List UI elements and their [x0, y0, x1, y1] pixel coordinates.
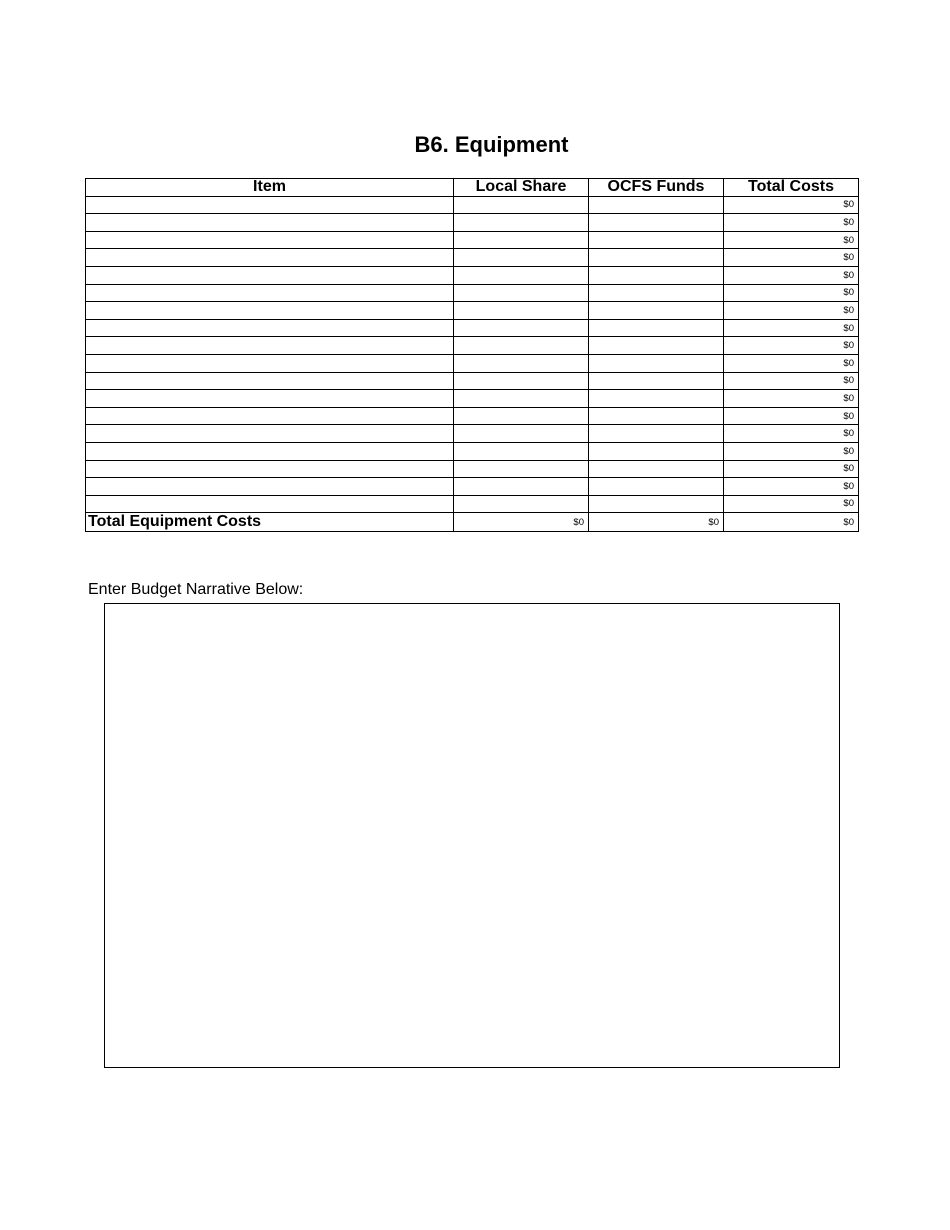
total-costs-cell: $0 — [724, 478, 859, 496]
total-costs-cell: $0 — [724, 390, 859, 408]
item-cell[interactable] — [86, 284, 454, 302]
budget-narrative-textarea[interactable] — [104, 603, 840, 1068]
ocfs-funds-cell[interactable] — [589, 196, 724, 214]
local-share-cell[interactable] — [454, 478, 589, 496]
ocfs-funds-cell[interactable] — [589, 460, 724, 478]
narrative-label: Enter Budget Narrative Below: — [88, 581, 304, 598]
page-title: B6. Equipment — [414, 132, 569, 157]
local-share-cell[interactable] — [454, 214, 589, 232]
table-row — [86, 337, 859, 355]
local-share-cell[interactable] — [454, 337, 589, 355]
ocfs-funds-cell[interactable] — [589, 478, 724, 496]
total-label: Total Equipment Costs — [86, 513, 454, 532]
table-row — [86, 372, 859, 390]
item-cell[interactable] — [86, 372, 454, 390]
total-local-share: $0 — [454, 513, 589, 532]
total-costs-cell: $0 — [724, 319, 859, 337]
table-row — [86, 196, 859, 214]
total-costs-cell: $0 — [724, 284, 859, 302]
table-row — [86, 266, 859, 284]
item-cell[interactable] — [86, 249, 454, 267]
table-row — [86, 425, 859, 443]
local-share-cell[interactable] — [454, 231, 589, 249]
ocfs-funds-cell[interactable] — [589, 302, 724, 320]
table-row — [86, 495, 859, 513]
ocfs-funds-cell[interactable] — [589, 266, 724, 284]
item-cell[interactable] — [86, 196, 454, 214]
table-row — [86, 354, 859, 372]
local-share-cell[interactable] — [454, 266, 589, 284]
total-ocfs-funds: $0 — [589, 513, 724, 532]
total-costs-cell: $0 — [724, 407, 859, 425]
ocfs-funds-cell[interactable] — [589, 407, 724, 425]
column-header-local-share: Local Share — [454, 179, 589, 197]
item-cell[interactable] — [86, 302, 454, 320]
total-costs-cell: $0 — [724, 196, 859, 214]
total-row — [86, 513, 859, 532]
item-cell[interactable] — [86, 460, 454, 478]
item-cell[interactable] — [86, 354, 454, 372]
total-costs-cell: $0 — [724, 425, 859, 443]
total-costs-cell: $0 — [724, 266, 859, 284]
item-cell[interactable] — [86, 231, 454, 249]
table-row — [86, 302, 859, 320]
table-row — [86, 478, 859, 496]
table-row — [86, 460, 859, 478]
item-cell[interactable] — [86, 337, 454, 355]
ocfs-funds-cell[interactable] — [589, 354, 724, 372]
ocfs-funds-cell[interactable] — [589, 372, 724, 390]
local-share-cell[interactable] — [454, 407, 589, 425]
total-costs-cell: $0 — [724, 354, 859, 372]
total-costs-cell: $0 — [724, 337, 859, 355]
ocfs-funds-cell[interactable] — [589, 319, 724, 337]
item-cell[interactable] — [86, 478, 454, 496]
item-cell[interactable] — [86, 425, 454, 443]
local-share-cell[interactable] — [454, 390, 589, 408]
total-costs-cell: $0 — [724, 442, 859, 460]
column-header-ocfs-funds: OCFS Funds — [589, 179, 724, 197]
table-body — [86, 196, 859, 532]
total-costs-cell: $0 — [724, 231, 859, 249]
ocfs-funds-cell[interactable] — [589, 390, 724, 408]
column-header-item: Item — [86, 179, 454, 197]
ocfs-funds-cell[interactable] — [589, 214, 724, 232]
column-header-total-costs: Total Costs — [724, 179, 859, 197]
item-cell[interactable] — [86, 266, 454, 284]
item-cell[interactable] — [86, 442, 454, 460]
item-cell[interactable] — [86, 319, 454, 337]
table-row — [86, 231, 859, 249]
table-header-row — [86, 179, 859, 197]
table-row — [86, 319, 859, 337]
total-costs-cell: $0 — [724, 372, 859, 390]
table-row — [86, 249, 859, 267]
ocfs-funds-cell[interactable] — [589, 442, 724, 460]
table-row — [86, 390, 859, 408]
ocfs-funds-cell[interactable] — [589, 284, 724, 302]
local-share-cell[interactable] — [454, 495, 589, 513]
table-row — [86, 442, 859, 460]
ocfs-funds-cell[interactable] — [589, 337, 724, 355]
local-share-cell[interactable] — [454, 302, 589, 320]
item-cell[interactable] — [86, 214, 454, 232]
table-row — [86, 284, 859, 302]
total-costs-cell: $0 — [724, 249, 859, 267]
total-costs-cell: $0 — [724, 495, 859, 513]
ocfs-funds-cell[interactable] — [589, 249, 724, 267]
total-costs-cell: $0 — [724, 460, 859, 478]
local-share-cell[interactable] — [454, 442, 589, 460]
local-share-cell[interactable] — [454, 354, 589, 372]
total-total-costs: $0 — [724, 513, 859, 532]
local-share-cell[interactable] — [454, 425, 589, 443]
total-costs-cell: $0 — [724, 214, 859, 232]
item-cell[interactable] — [86, 390, 454, 408]
local-share-cell[interactable] — [454, 249, 589, 267]
local-share-cell[interactable] — [454, 460, 589, 478]
ocfs-funds-cell[interactable] — [589, 231, 724, 249]
ocfs-funds-cell[interactable] — [589, 425, 724, 443]
item-cell[interactable] — [86, 407, 454, 425]
table-row — [86, 214, 859, 232]
ocfs-funds-cell[interactable] — [589, 495, 724, 513]
table-row — [86, 407, 859, 425]
total-costs-cell: $0 — [724, 302, 859, 320]
equipment-table — [85, 178, 859, 532]
item-cell[interactable] — [86, 495, 454, 513]
local-share-cell[interactable] — [454, 372, 589, 390]
local-share-cell[interactable] — [454, 319, 589, 337]
local-share-cell[interactable] — [454, 284, 589, 302]
local-share-cell[interactable] — [454, 196, 589, 214]
